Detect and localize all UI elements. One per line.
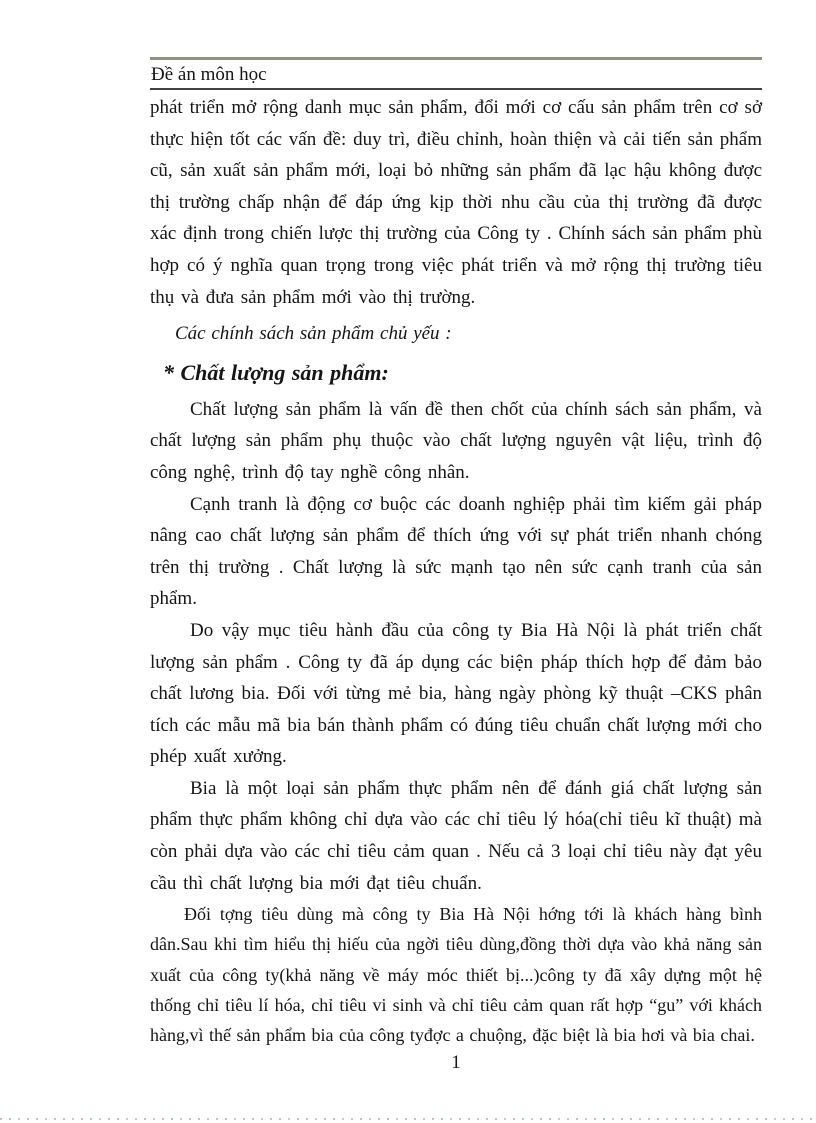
paragraph-policy-list-intro: Các chính sách sản phẩm chủ yếu :	[175, 323, 452, 345]
header-title: Đề án môn học	[151, 64, 267, 85]
paragraph-competition: Cạnh tranh là động cơ buộc các doanh nghiệp phải tìm kiếm gải pháp nâng cao chất lượng sản phẩm để thích ứng với sự phát triển nhanh chóng trên thị trường . Chất lượng là sức mạnh tạo nên sức cạnh tranh của sản phẩm.	[150, 493, 762, 610]
bottom-dotted-rule	[0, 1118, 816, 1120]
paragraph-target-consumers: Đối tợng tiêu dùng mà công ty Bia Hà Nội hớng tới là khách hàng bình dân.Sau khi tìm hiểu thị hiếu của ngời tiêu dùng,đồng thời dựa vào khả năng sản xuất của công ty(khả năng về máy móc thiết bị...)công ty đã xây dựng một hệ thống chỉ tiêu lí hóa, chỉ tiêu vi sinh và chỉ tiêu cảm quan rất hợp “gu” với khách hàng,vì thế sản phẩm bia của công tyđợc a chuộng, đặc biệt là bia hơi và bia chai.	[150, 904, 762, 1046]
paragraph-beer-quality-criteria: Bia là một loại sản phẩm thực phẩm nên để đánh giá chất lượng sản phẩm thực phẩm không chỉ dựa vào các chỉ tiêu lý hóa(chỉ tiêu kĩ thuật) mà còn phải dựa vào các chỉ tiêu cảm quan . Nếu cả 3 loại chỉ tiêu này đạt yêu cầu thì chất lượng bia mới đạt tiêu chuẩn.	[150, 777, 762, 894]
text-column	[150, 57, 762, 1050]
document-body	[150, 92, 762, 1050]
page-header	[150, 57, 762, 90]
section-heading-product-quality: * Chất lượng sản phẩm:	[163, 359, 389, 385]
header-top-rule	[150, 57, 762, 60]
paragraph-product-structure: phát triển mở rộng danh mục sản phẩm, đổi mới cơ cấu sản phẩm trên cơ sở thực hiện tốt các vấn đề: duy trì, điều chỉnh, hoàn thiện và cải tiến sản phẩm cũ, sản xuất sản phẩm mới, loại bỏ những sản phẩm đã lạc hậu không được thị trường chấp nhận để đáp ứng kịp thời nhu cầu của thị trường đã được xác định trong chiến lược thị trường của Công ty . Chính sách sản phẩm phù hợp có ý nghĩa quan trọng trong việc phát triển và mở rộng thị trường tiêu thụ và đưa sản phẩm mới vào thị trường.	[150, 97, 762, 308]
paragraph-company-quality-goal: Do vậy mục tiêu hành đầu của công ty Bia Hà Nội là phát triển chất lượng sản phẩm . Công ty đã áp dụng các biện pháp thích hợp để đảm bảo chất lương bia. Đối với từng mẻ bia, hàng ngày phòng kỹ thuật –CKS phân tích các mẫu mã bia bán thành phẩm có đúng tiêu chuẩn chất lượng mới cho phép xuất xưởng.	[150, 619, 762, 768]
page-number: 1	[451, 1052, 461, 1073]
paragraph-quality-definition: Chất lượng sản phẩm là vấn đề then chốt của chính sách sản phẩm, và chất lượng sản phẩm phụ thuộc vào chất lượng nguyên vật liệu, trình độ công nghệ, trình độ tay nghề công nhân.	[150, 398, 762, 483]
